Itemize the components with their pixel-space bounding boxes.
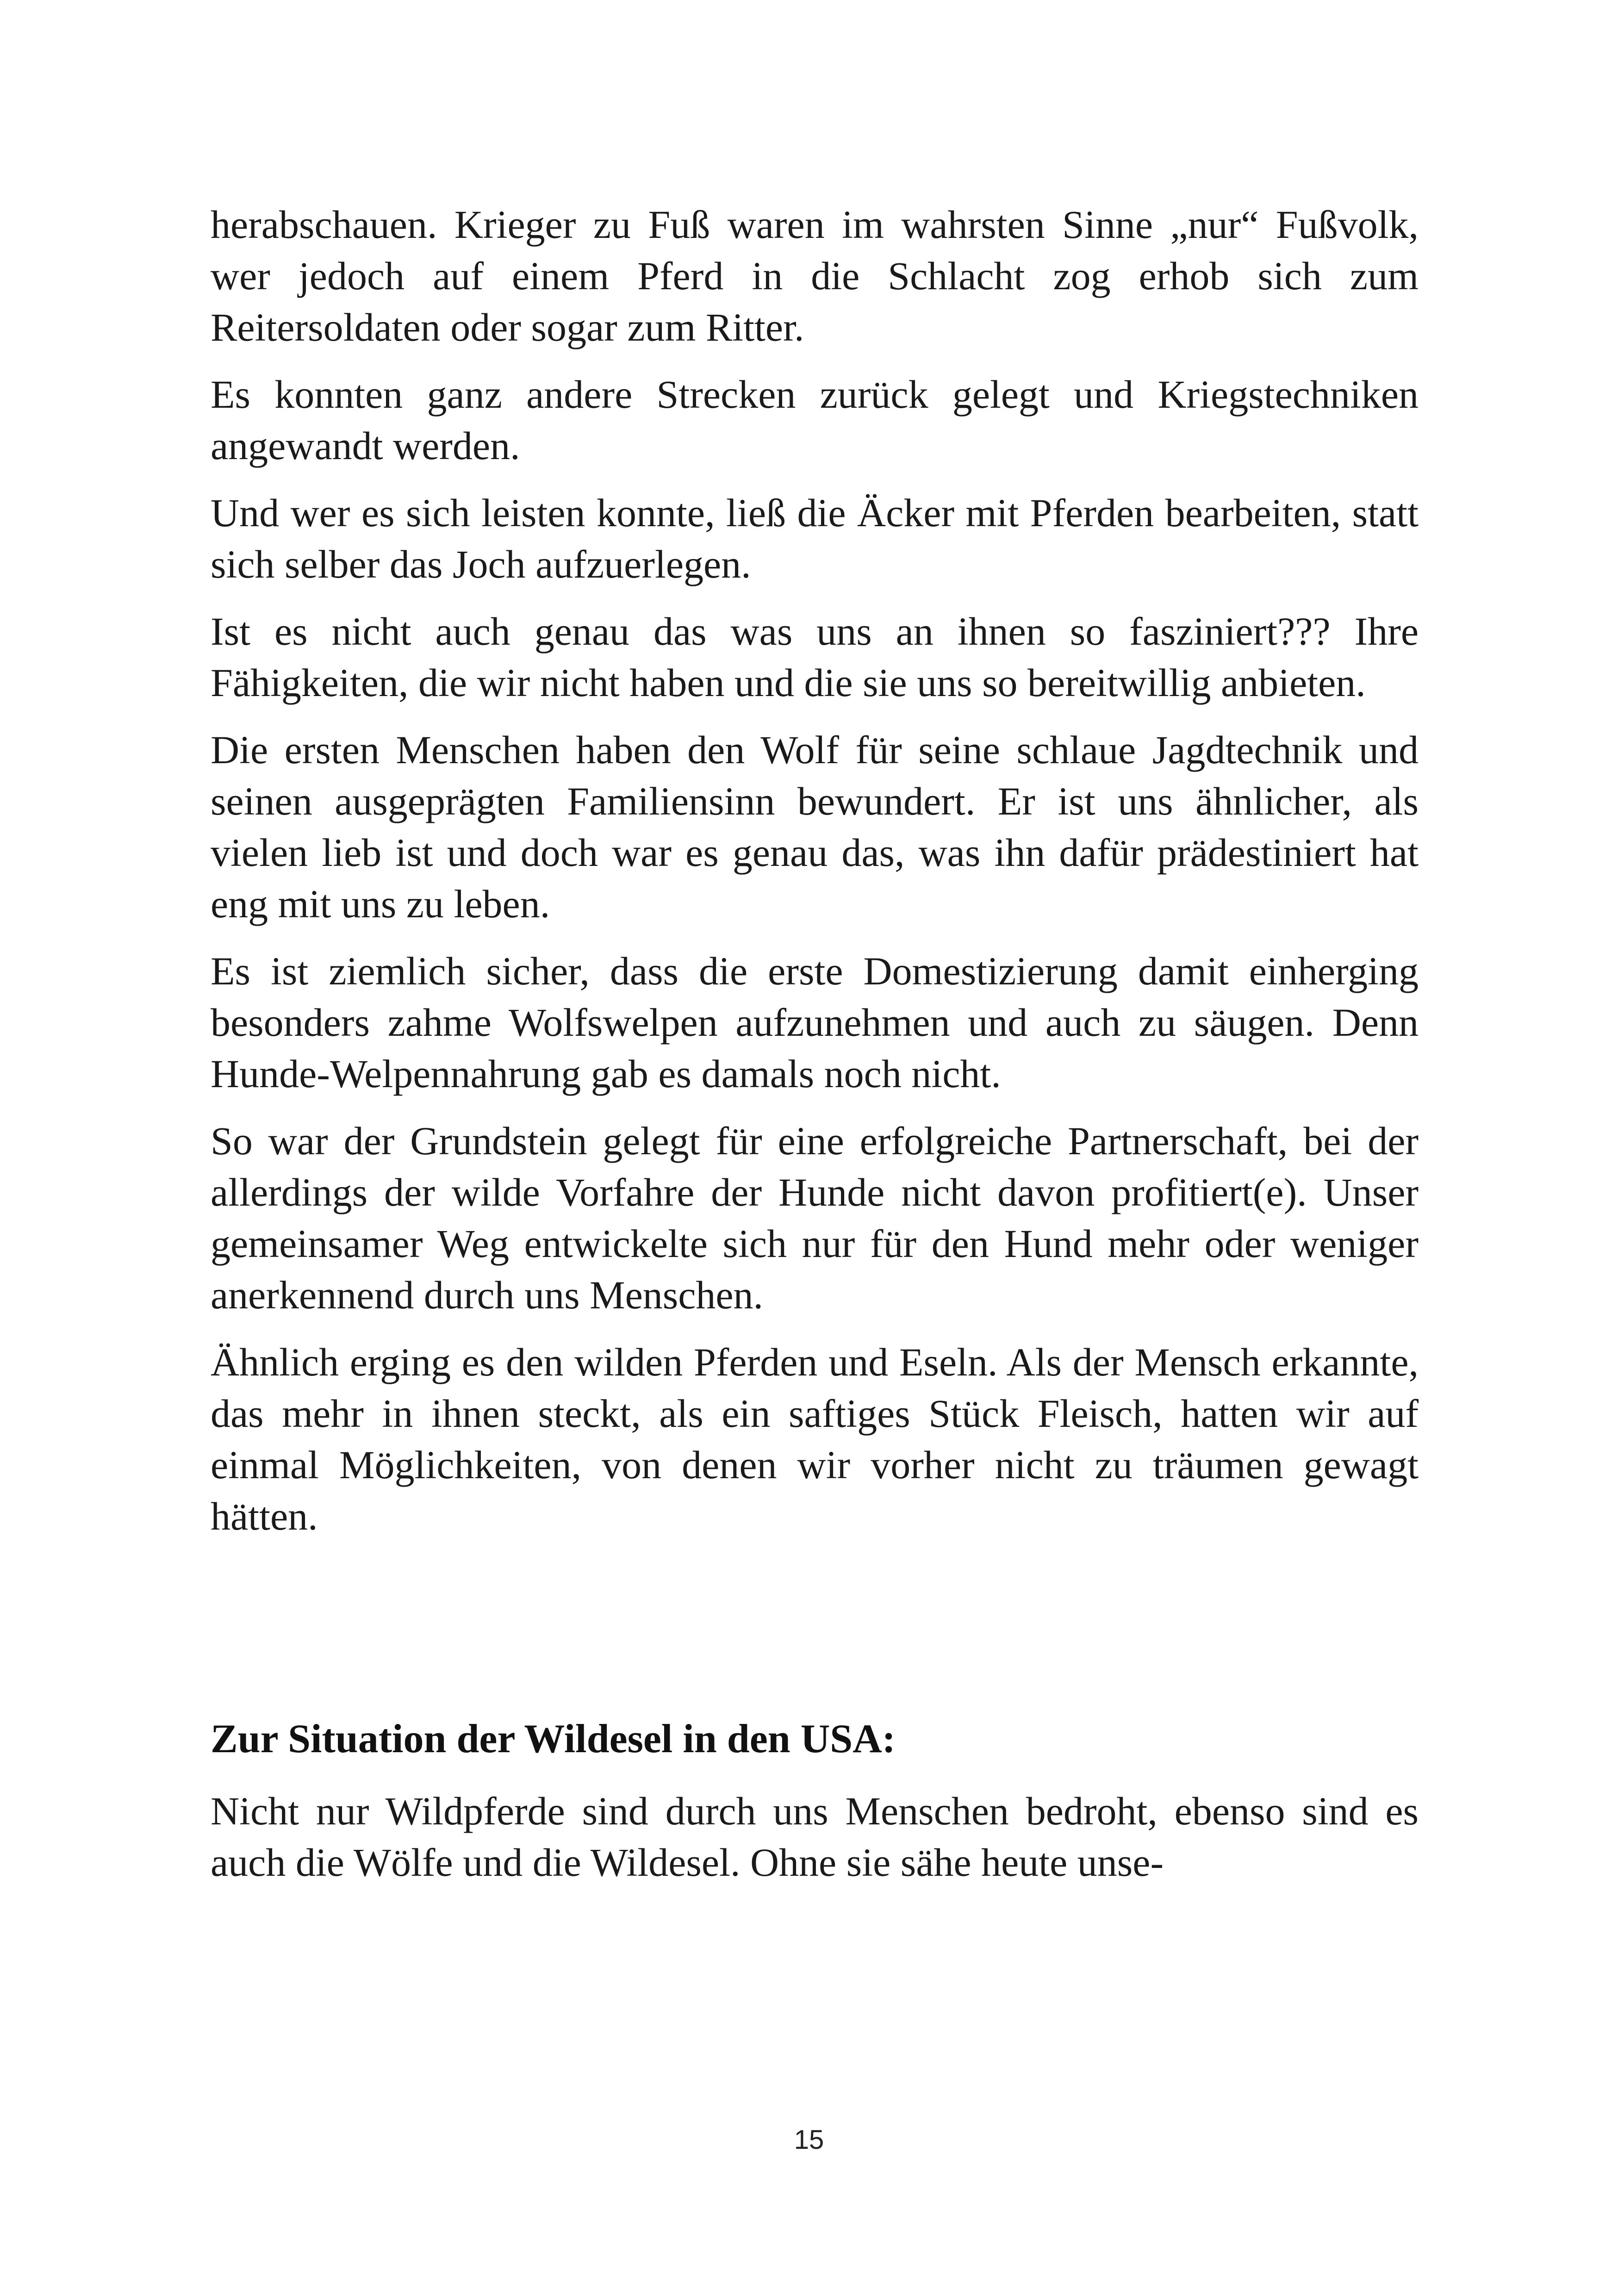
paragraph: herabschauen. Krieger zu Fuß waren im wahrsten Sinne „nur“ Fußvolk, wer jedoch auf einem Pferd in die Schlacht zog erhob sich zum Reitersoldaten oder sogar zum Ritter. <box>211 202 1419 349</box>
paragraph: Nicht nur Wildpferde sind durch uns Menschen bedroht, ebenso sind es auch die Wölfe und die Wildesel. Ohne sie sähe heute unse- <box>211 1789 1419 1885</box>
paragraph: Ähnlich erging es den wilden Pferden und Eseln. Als der Mensch erkannte, das mehr in ihnen steckt, als ein saftiges Stück Fleisch, hatten wir auf einmal Möglichkeiten, von denen wir vorher nicht zu träumen gewagt hätten. <box>211 1340 1419 1538</box>
section-heading: Zur Situation der Wildesel in den USA: <box>211 1717 896 1761</box>
paragraph: Es ist ziemlich sicher, dass die erste Domestizierung damit einherging besonders zahme Wolfswelpen aufzunehmen und auch zu säugen. Denn Hunde-Welpennahrung gab es damals noch nicht. <box>211 949 1419 1096</box>
paragraph: Es konnten ganz andere Strecken zurück gelegt und Kriegstechniken angewandt werden. <box>211 372 1419 468</box>
paragraph: So war der Grundstein gelegt für eine erfolgreiche Partnerschaft, bei der allerdings der wilde Vorfahre der Hunde nicht davon profitiert(e). Unser gemeinsamer Weg entwickelte sich nur für den Hund mehr oder weniger anerkennend durch uns Menschen. <box>211 1119 1419 1317</box>
paragraph: Und wer es sich leisten konnte, ließ die Äcker mit Pferden bearbeiten, statt sich selber das Joch aufzuerlegen. <box>211 491 1419 586</box>
body-text <box>211 199 1419 1904</box>
paragraph: Die ersten Menschen haben den Wolf für seine schlaue Jagdtechnik und seinen ausgeprägten Familiensinn bewundert. Er ist uns ähnlicher, als vielen lieb ist und doch war es genau das, was ihn dafür prädestiniert hat eng mit uns zu leben. <box>211 728 1419 926</box>
page-number: 15 <box>794 2125 824 2155</box>
paragraph: Ist es nicht auch genau das was uns an ihnen so fasziniert??? Ihre Fähigkeiten, die wir nicht haben und die sie uns so bereitwillig anbieten. <box>211 609 1419 705</box>
